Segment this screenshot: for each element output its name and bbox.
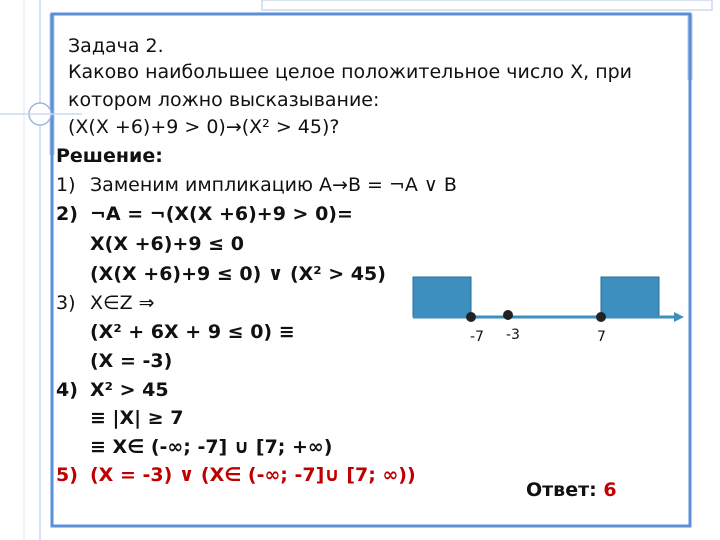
tick-point-neg3 <box>503 310 513 320</box>
tick-point-7 <box>596 312 606 322</box>
axis-arrow-icon <box>674 312 684 322</box>
shaded-region-right <box>601 277 659 317</box>
tick-label-neg3: -3 <box>506 327 520 343</box>
step-2-num: 2) <box>56 203 78 225</box>
task-line-3: (X(X +6)+9 > 0)→(X² > 45)? <box>68 116 340 138</box>
step-3-text: X∈Z ⇒ <box>90 292 155 314</box>
tick-label-neg7: -7 <box>470 329 484 345</box>
step-3-line-3: (X = -3) <box>90 350 173 372</box>
step-4-num: 4) <box>56 379 78 401</box>
answer <box>526 479 617 501</box>
step-2-text: ¬A = ¬(X(X +6)+9 > 0)= <box>90 203 353 225</box>
step-1-num: 1) <box>56 174 76 196</box>
step-5-text: (X = -3) ∨ (X∈ (-∞; -7]∪ [7; ∞)) <box>90 464 416 486</box>
step-4-text: X² > 45 <box>90 379 169 401</box>
task-line-2: котором ложно высказывание: <box>68 89 380 111</box>
step-4-line-2: ≡ |X| ≥ 7 <box>90 407 184 429</box>
step-2-line-3: (X(X +6)+9 ≤ 0) ∨ (X² > 45) <box>90 263 386 285</box>
task-line-1: Каково наибольшее целое положительное число X, при <box>68 61 633 83</box>
tick-label-7: 7 <box>597 329 606 345</box>
solution-label: Решение: <box>56 145 163 167</box>
answer-label: Ответ: <box>526 479 597 501</box>
answer-value: 6 <box>603 479 617 501</box>
step-3-line-2: (X² + 6X + 9 ≤ 0) ≡ <box>90 321 295 343</box>
step-2-line-2: X(X +6)+9 ≤ 0 <box>90 233 244 255</box>
tick-point-neg7 <box>466 312 476 322</box>
step-5-num: 5) <box>56 464 78 486</box>
shaded-region-left <box>413 277 471 317</box>
step-4-line-3: ≡ X∈ (-∞; -7] ∪ [7; +∞) <box>90 436 333 458</box>
step-1-text: Заменим импликацию A→B = ¬A ∨ B <box>90 174 457 196</box>
step-3-num: 3) <box>56 292 76 314</box>
task-title: Задача 2. <box>68 35 164 57</box>
